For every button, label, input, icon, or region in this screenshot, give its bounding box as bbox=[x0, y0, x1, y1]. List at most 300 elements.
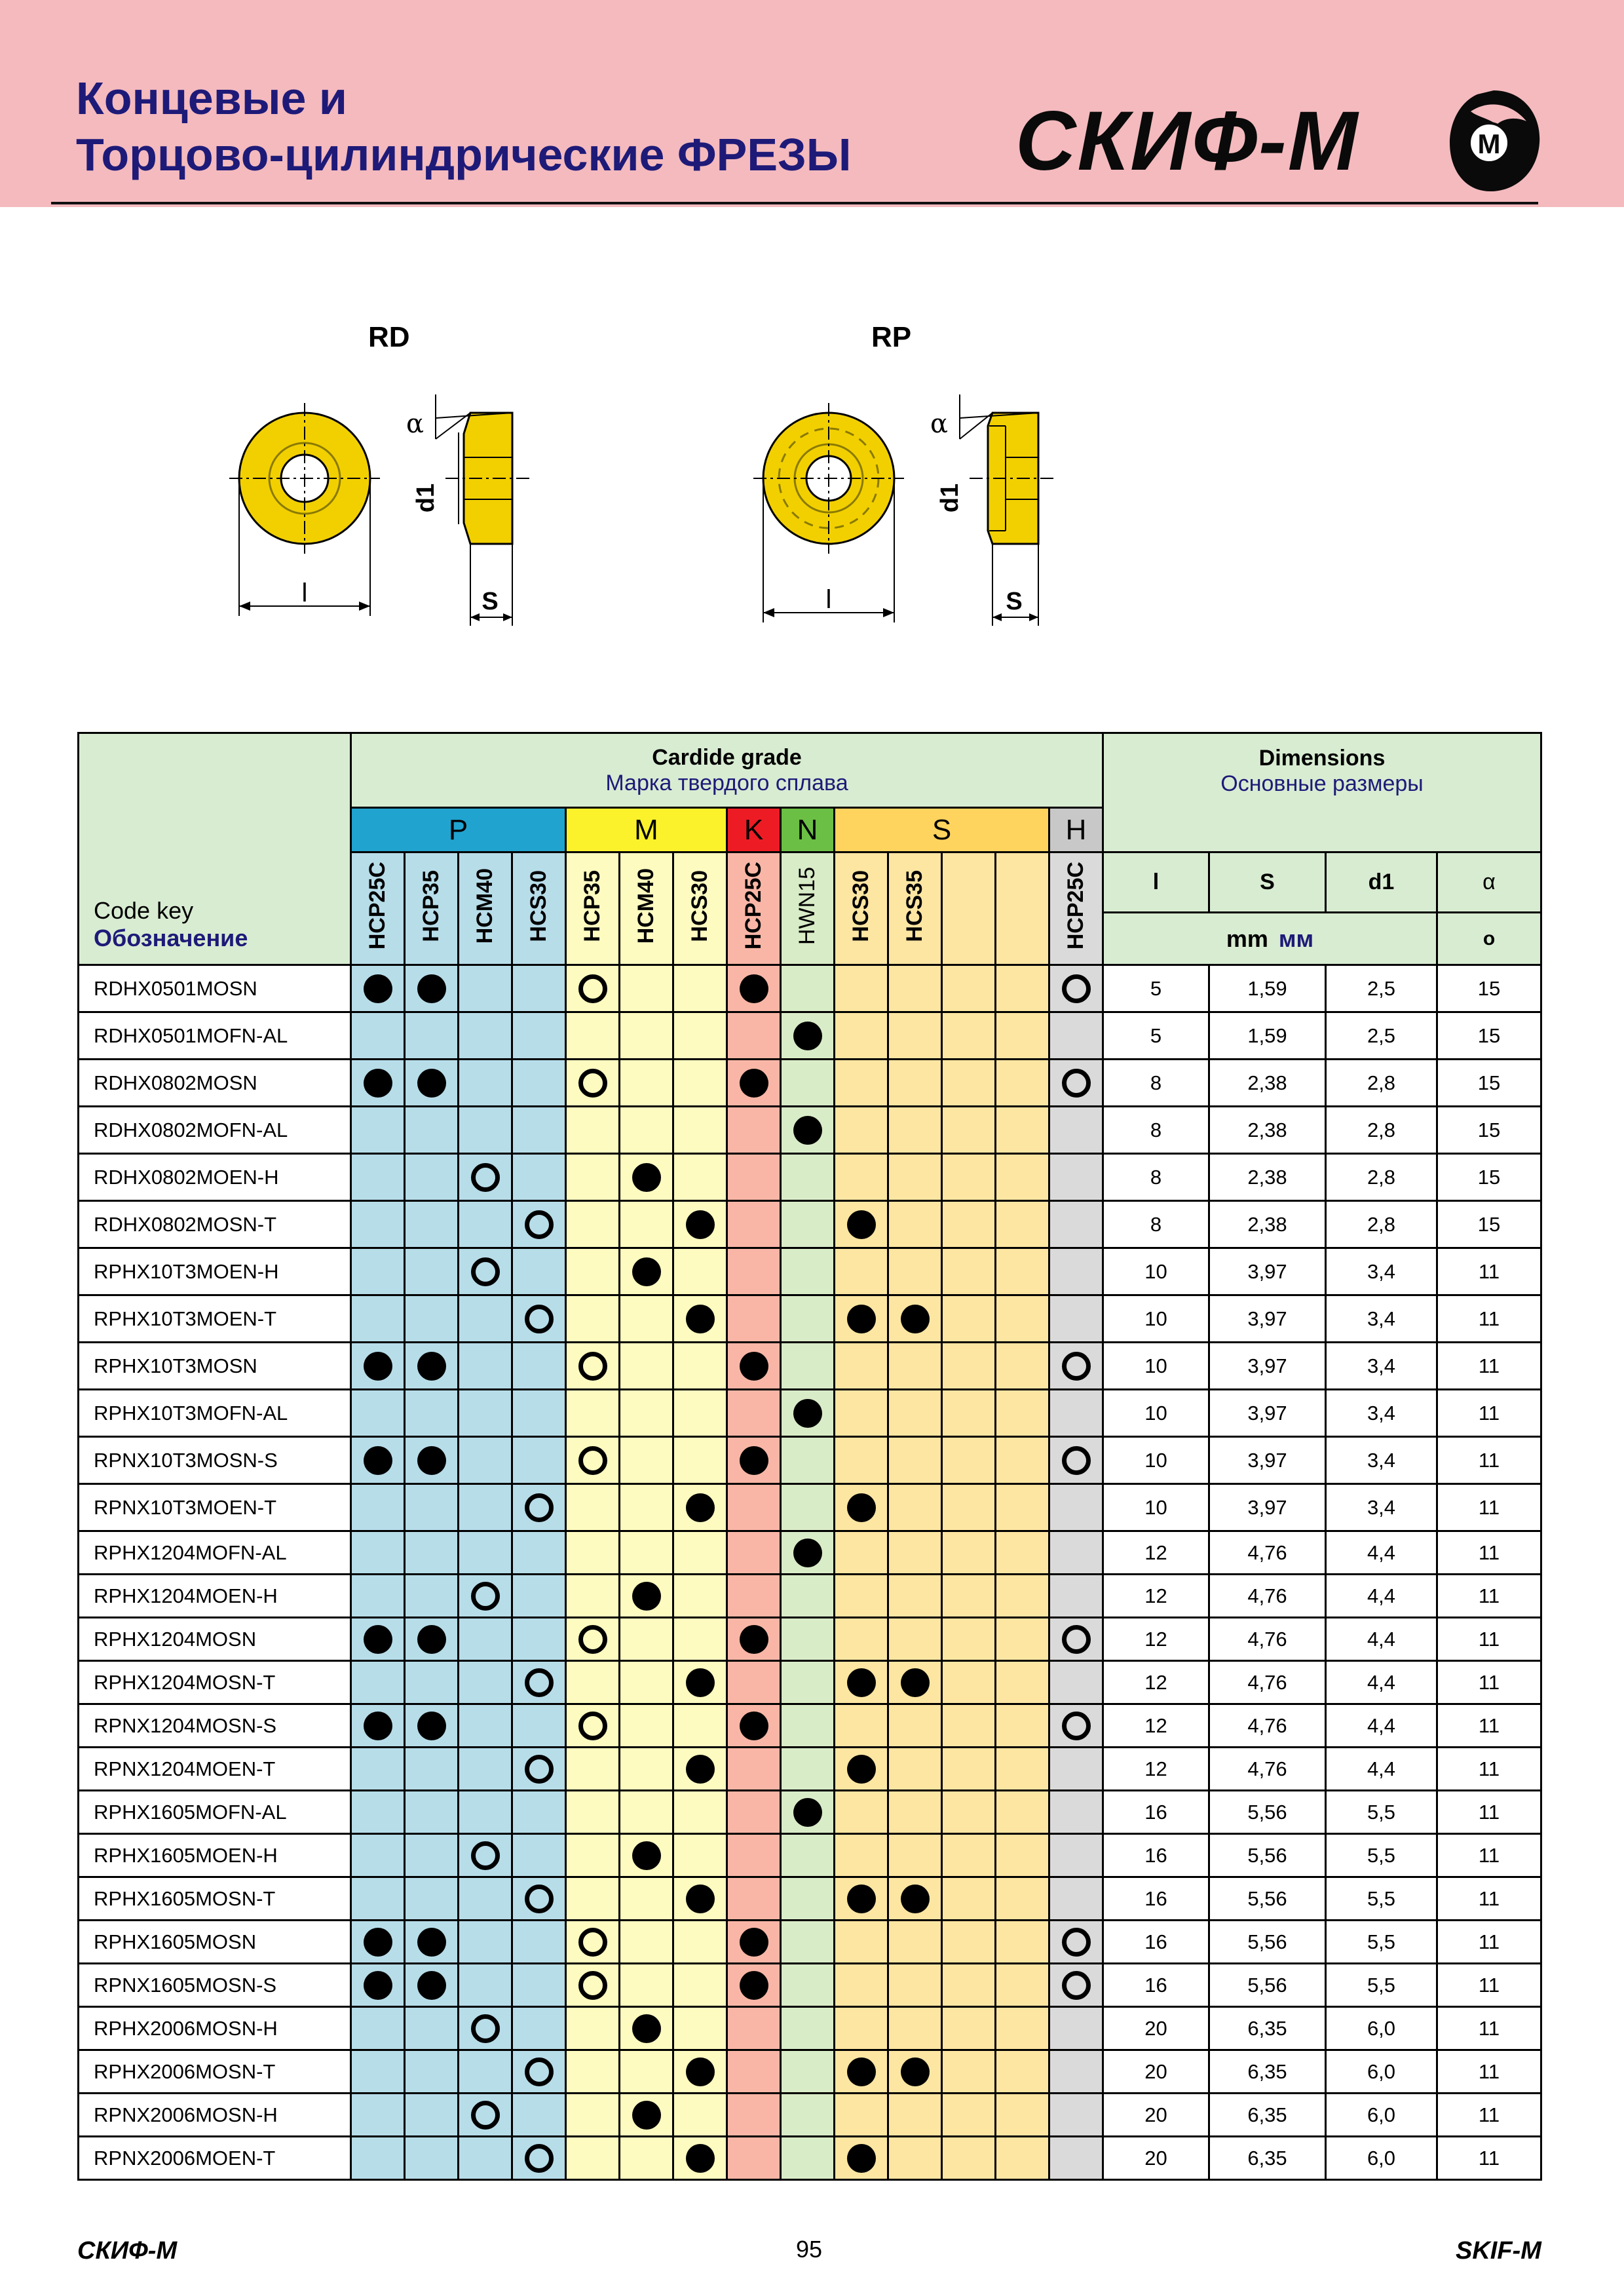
grade-cell bbox=[566, 1295, 620, 1343]
grade-cell bbox=[566, 1834, 620, 1877]
open-circle-icon bbox=[1062, 1446, 1091, 1475]
dim-l-label: l bbox=[301, 579, 308, 607]
grade-cell bbox=[351, 1248, 405, 1295]
grade-cell bbox=[512, 1201, 566, 1248]
open-circle-icon bbox=[1062, 1069, 1091, 1098]
grade-cell bbox=[512, 1834, 566, 1877]
grade-cell bbox=[942, 1791, 996, 1834]
grade-header-5 bbox=[620, 852, 673, 965]
dim-s-cell: 3,97 bbox=[1209, 1437, 1326, 1484]
grade-cell bbox=[996, 1575, 1049, 1618]
grade-cell bbox=[620, 1248, 673, 1295]
grade-cell bbox=[942, 1060, 996, 1107]
grade-cell bbox=[727, 2007, 781, 2050]
grade-cell bbox=[459, 1834, 512, 1877]
grade-cell bbox=[459, 2094, 512, 2137]
grade-cell bbox=[620, 1201, 673, 1248]
dim-a-cell: 11 bbox=[1437, 1704, 1541, 1748]
carbide-grade-header bbox=[351, 733, 1103, 808]
grade-cell bbox=[512, 1154, 566, 1201]
dim-l-cell: 5 bbox=[1103, 965, 1209, 1012]
dim-l-cell: 5 bbox=[1103, 1012, 1209, 1060]
grade-cell bbox=[620, 1060, 673, 1107]
grade-cell bbox=[727, 2094, 781, 2137]
grade-cell bbox=[888, 1618, 942, 1661]
grade-cell bbox=[512, 1704, 566, 1748]
grade-cell bbox=[727, 1921, 781, 1964]
filled-circle-icon bbox=[847, 2144, 876, 2173]
grade-cell bbox=[566, 1704, 620, 1748]
grade-cell bbox=[459, 1248, 512, 1295]
grade-cell bbox=[673, 1921, 727, 1964]
filled-circle-icon bbox=[417, 974, 446, 1003]
open-circle-icon bbox=[471, 1163, 500, 1192]
grade-cell bbox=[566, 1107, 620, 1154]
grade-cell bbox=[459, 1107, 512, 1154]
grade-cell bbox=[996, 1201, 1049, 1248]
grade-cell bbox=[835, 1248, 888, 1295]
grade-cell bbox=[942, 1390, 996, 1437]
grade-header-4 bbox=[566, 852, 620, 965]
dim-a-cell: 11 bbox=[1437, 1661, 1541, 1704]
grade-cell bbox=[835, 1618, 888, 1661]
filled-circle-icon bbox=[417, 1971, 446, 2000]
grade-cell bbox=[405, 1877, 459, 1921]
code-cell: RPNX1204MOEN-T bbox=[79, 1748, 351, 1791]
grade-cell bbox=[673, 1295, 727, 1343]
diagram-rp bbox=[747, 321, 1087, 636]
grade-cell bbox=[673, 1248, 727, 1295]
grade-cell bbox=[459, 1575, 512, 1618]
grade-label: HCS30 bbox=[526, 870, 551, 942]
grade-cell bbox=[673, 1343, 727, 1390]
grade-cell bbox=[942, 1248, 996, 1295]
grade-cell bbox=[405, 1012, 459, 1060]
dim-l-cell: 8 bbox=[1103, 1201, 1209, 1248]
grade-cell bbox=[405, 1343, 459, 1390]
material-group-k: K bbox=[727, 808, 781, 852]
grade-cell bbox=[888, 1012, 942, 1060]
grade-cell bbox=[781, 1012, 835, 1060]
grade-cell bbox=[673, 1390, 727, 1437]
grade-cell bbox=[835, 1575, 888, 1618]
grade-cell bbox=[835, 1704, 888, 1748]
grade-cell bbox=[566, 965, 620, 1012]
grade-cell bbox=[727, 1618, 781, 1661]
grade-cell bbox=[351, 1295, 405, 1343]
table-row bbox=[79, 1437, 1541, 1484]
grade-cell bbox=[942, 1575, 996, 1618]
grade-cell bbox=[996, 1704, 1049, 1748]
filled-circle-icon bbox=[847, 1668, 876, 1697]
grade-cell bbox=[727, 1390, 781, 1437]
grade-header-2 bbox=[459, 852, 512, 965]
dim-s-cell: 3,97 bbox=[1209, 1390, 1326, 1437]
dim-s-cell: 1,59 bbox=[1209, 1012, 1326, 1060]
dim-a-cell: 11 bbox=[1437, 1791, 1541, 1834]
open-circle-icon bbox=[471, 2101, 500, 2130]
filled-circle-icon bbox=[364, 1625, 392, 1654]
grade-cell bbox=[620, 2137, 673, 2180]
grade-label: HCS30 bbox=[687, 870, 712, 942]
dim-l-cell: 20 bbox=[1103, 2137, 1209, 2180]
filled-circle-icon bbox=[740, 1928, 768, 1957]
open-circle-icon bbox=[471, 1257, 500, 1286]
grade-cell bbox=[620, 2007, 673, 2050]
dim-s-header: S bbox=[1209, 852, 1326, 913]
grade-header-en: Cardide grade bbox=[652, 744, 802, 770]
filled-circle-icon bbox=[740, 1446, 768, 1475]
dim-l-header: l bbox=[1103, 852, 1209, 913]
grade-cell bbox=[673, 1661, 727, 1704]
table-row bbox=[79, 1704, 1541, 1748]
grade-cell bbox=[727, 1704, 781, 1748]
grade-cell bbox=[781, 1343, 835, 1390]
grade-cell bbox=[996, 2094, 1049, 2137]
logo-emblem-icon bbox=[1445, 85, 1543, 197]
code-cell: RDHX0501MOFN-AL bbox=[79, 1012, 351, 1060]
grade-cell bbox=[1049, 1791, 1103, 1834]
filled-circle-icon bbox=[740, 1625, 768, 1654]
grade-cell bbox=[942, 1295, 996, 1343]
grade-cell bbox=[888, 1390, 942, 1437]
grade-cell bbox=[996, 1661, 1049, 1704]
dim-d1-label: d1 bbox=[412, 483, 440, 513]
grade-cell bbox=[727, 1012, 781, 1060]
grade-cell bbox=[781, 2050, 835, 2094]
dim-a-cell: 11 bbox=[1437, 2094, 1541, 2137]
grade-cell bbox=[835, 2094, 888, 2137]
filled-circle-icon bbox=[793, 1539, 822, 1567]
dim-a-cell: 15 bbox=[1437, 1154, 1541, 1201]
open-circle-icon bbox=[471, 1582, 500, 1611]
grade-cell bbox=[1049, 1877, 1103, 1921]
grade-cell bbox=[673, 1201, 727, 1248]
filled-circle-icon bbox=[793, 1798, 822, 1827]
grade-cell bbox=[405, 1575, 459, 1618]
grade-cell bbox=[1049, 1921, 1103, 1964]
grade-cell bbox=[620, 1877, 673, 1921]
grade-cell bbox=[942, 1921, 996, 1964]
grade-cell bbox=[405, 1704, 459, 1748]
grade-cell bbox=[942, 1834, 996, 1877]
filled-circle-icon bbox=[632, 1163, 661, 1192]
grade-cell bbox=[781, 1437, 835, 1484]
grade-cell bbox=[459, 1390, 512, 1437]
open-circle-icon bbox=[525, 2057, 554, 2086]
material-group-p: P bbox=[351, 808, 566, 852]
filled-circle-icon bbox=[847, 1210, 876, 1239]
grade-cell bbox=[405, 1248, 459, 1295]
grade-cell bbox=[1049, 1012, 1103, 1060]
grade-cell bbox=[888, 1484, 942, 1531]
grade-cell bbox=[459, 2137, 512, 2180]
grade-cell bbox=[512, 1618, 566, 1661]
table-row bbox=[79, 1748, 1541, 1791]
grade-cell bbox=[888, 2137, 942, 2180]
dim-l-cell: 12 bbox=[1103, 1531, 1209, 1575]
grade-cell bbox=[405, 1437, 459, 1484]
dim-d1-cell: 3,4 bbox=[1326, 1248, 1437, 1295]
grade-cell bbox=[727, 2137, 781, 2180]
grade-cell bbox=[1049, 2050, 1103, 2094]
dim-s-cell: 5,56 bbox=[1209, 1877, 1326, 1921]
grade-cell bbox=[781, 1484, 835, 1531]
grade-cell bbox=[835, 1748, 888, 1791]
grade-cell bbox=[942, 1964, 996, 2007]
dim-a-cell: 11 bbox=[1437, 1921, 1541, 1964]
dim-d1-cell: 2,8 bbox=[1326, 1107, 1437, 1154]
grade-cell bbox=[351, 2050, 405, 2094]
grade-cell bbox=[996, 1154, 1049, 1201]
grade-cell bbox=[459, 1921, 512, 1964]
grade-cell bbox=[459, 1201, 512, 1248]
table-row bbox=[79, 1060, 1541, 1107]
grade-cell bbox=[835, 1484, 888, 1531]
grade-cell bbox=[727, 1154, 781, 1201]
grade-cell bbox=[566, 2007, 620, 2050]
dim-d1-cell: 4,4 bbox=[1326, 1704, 1437, 1748]
filled-circle-icon bbox=[740, 1712, 768, 1740]
table-row bbox=[79, 1661, 1541, 1704]
grade-cell bbox=[673, 1437, 727, 1484]
filled-circle-icon bbox=[686, 1755, 715, 1784]
unit-degree-header: o bbox=[1437, 913, 1541, 965]
company-logo bbox=[1015, 85, 1539, 203]
grade-cell bbox=[566, 1154, 620, 1201]
grade-cell bbox=[835, 1531, 888, 1575]
grade-cell bbox=[835, 1964, 888, 2007]
dim-d1-cell: 5,5 bbox=[1326, 1791, 1437, 1834]
dim-a-cell: 15 bbox=[1437, 965, 1541, 1012]
grade-cell bbox=[1049, 2007, 1103, 2050]
filled-circle-icon bbox=[847, 1755, 876, 1784]
grade-cell bbox=[405, 1154, 459, 1201]
filled-circle-icon bbox=[632, 2014, 661, 2043]
grade-cell bbox=[566, 2137, 620, 2180]
dim-a-cell: 11 bbox=[1437, 1484, 1541, 1531]
dim-d1-cell: 3,4 bbox=[1326, 1343, 1437, 1390]
open-circle-icon bbox=[578, 1625, 607, 1654]
grade-cell bbox=[942, 1343, 996, 1390]
filled-circle-icon bbox=[632, 1582, 661, 1611]
dim-a-cell: 11 bbox=[1437, 1964, 1541, 2007]
grade-header-11 bbox=[942, 852, 996, 965]
grade-cell bbox=[835, 1921, 888, 1964]
filled-circle-icon bbox=[793, 1116, 822, 1145]
code-cell: RPHX1204MOFN-AL bbox=[79, 1531, 351, 1575]
grade-cell bbox=[620, 1834, 673, 1877]
grade-cell bbox=[566, 1877, 620, 1921]
grade-cell bbox=[512, 1877, 566, 1921]
grade-cell bbox=[405, 1390, 459, 1437]
grade-cell bbox=[835, 1791, 888, 1834]
grade-cell bbox=[620, 1661, 673, 1704]
code-cell: RPHX10T3MOFN-AL bbox=[79, 1390, 351, 1437]
grade-cell bbox=[620, 2050, 673, 2094]
grade-cell bbox=[620, 1012, 673, 1060]
grade-cell bbox=[942, 1154, 996, 1201]
grade-header-0 bbox=[351, 852, 405, 965]
grade-header-6 bbox=[673, 852, 727, 965]
dim-d1-cell: 3,4 bbox=[1326, 1295, 1437, 1343]
dim-l-cell: 16 bbox=[1103, 1921, 1209, 1964]
grade-cell bbox=[781, 1748, 835, 1791]
table-row bbox=[79, 1201, 1541, 1248]
dim-alpha-label: α bbox=[930, 409, 949, 439]
dim-s-cell: 3,97 bbox=[1209, 1484, 1326, 1531]
dim-d1-header: d1 bbox=[1326, 852, 1437, 913]
dim-l-label: l bbox=[825, 585, 832, 614]
grade-cell bbox=[835, 1012, 888, 1060]
page-number: 95 bbox=[796, 2236, 823, 2263]
grade-cell bbox=[459, 1877, 512, 1921]
dim-d1-cell: 5,5 bbox=[1326, 1964, 1437, 2007]
grade-cell bbox=[673, 965, 727, 1012]
grade-cell bbox=[888, 2007, 942, 2050]
table-row bbox=[79, 965, 1541, 1012]
dim-l-cell: 10 bbox=[1103, 1437, 1209, 1484]
code-cell: RPHX1204MOEN-H bbox=[79, 1575, 351, 1618]
grade-cell bbox=[351, 1390, 405, 1437]
unit-mm-ru: мм bbox=[1278, 925, 1314, 952]
grade-cell bbox=[727, 1661, 781, 1704]
table-row bbox=[79, 2007, 1541, 2050]
grade-cell bbox=[1049, 1704, 1103, 1748]
dim-l-cell: 12 bbox=[1103, 1575, 1209, 1618]
open-circle-icon bbox=[525, 2144, 554, 2173]
grade-cell bbox=[942, 1201, 996, 1248]
grade-cell bbox=[942, 1877, 996, 1921]
grade-cell bbox=[942, 965, 996, 1012]
grade-cell bbox=[673, 1012, 727, 1060]
dim-s-cell: 3,97 bbox=[1209, 1343, 1326, 1390]
code-cell: RPHX2006MOSN-T bbox=[79, 2050, 351, 2094]
grade-cell bbox=[405, 1060, 459, 1107]
open-circle-icon bbox=[525, 1493, 554, 1522]
grade-cell bbox=[459, 1748, 512, 1791]
dim-d1-cell: 2,5 bbox=[1326, 965, 1437, 1012]
dim-a-cell: 11 bbox=[1437, 2137, 1541, 2180]
grade-cell bbox=[996, 2007, 1049, 2050]
grade-cell bbox=[835, 1437, 888, 1484]
table-row bbox=[79, 1791, 1541, 1834]
filled-circle-icon bbox=[740, 1069, 768, 1098]
dim-s-cell: 3,97 bbox=[1209, 1248, 1326, 1295]
grade-cell bbox=[996, 1484, 1049, 1531]
grade-cell bbox=[781, 1791, 835, 1834]
grade-cell bbox=[727, 2050, 781, 2094]
table-row bbox=[79, 1343, 1541, 1390]
grade-cell bbox=[996, 1437, 1049, 1484]
filled-circle-icon bbox=[686, 1885, 715, 1913]
filled-circle-icon bbox=[364, 974, 392, 1003]
dim-a-cell: 11 bbox=[1437, 1531, 1541, 1575]
grade-cell bbox=[1049, 1748, 1103, 1791]
grade-cell bbox=[351, 1618, 405, 1661]
dim-d1-cell: 4,4 bbox=[1326, 1661, 1437, 1704]
dim-d1-cell: 3,4 bbox=[1326, 1437, 1437, 1484]
open-circle-icon bbox=[525, 1885, 554, 1913]
grade-cell bbox=[405, 2050, 459, 2094]
grade-cell bbox=[942, 2007, 996, 2050]
table-row bbox=[79, 1012, 1541, 1060]
dim-d1-cell: 5,5 bbox=[1326, 1877, 1437, 1921]
grade-cell bbox=[727, 1484, 781, 1531]
filled-circle-icon bbox=[686, 1668, 715, 1697]
grade-cell bbox=[351, 1791, 405, 1834]
grade-cell bbox=[620, 965, 673, 1012]
dim-l-cell: 12 bbox=[1103, 1704, 1209, 1748]
grade-cell bbox=[512, 2007, 566, 2050]
table-row bbox=[79, 1877, 1541, 1921]
insert-rp-drawing bbox=[747, 367, 1087, 655]
dim-s-cell: 6,35 bbox=[1209, 2094, 1326, 2137]
table-row bbox=[79, 1390, 1541, 1437]
dim-a-cell: 11 bbox=[1437, 1437, 1541, 1484]
grade-cell bbox=[727, 1060, 781, 1107]
grade-cell bbox=[512, 1964, 566, 2007]
code-cell: RPHX10T3MOSN bbox=[79, 1343, 351, 1390]
grade-cell bbox=[1049, 2094, 1103, 2137]
grade-cell bbox=[620, 1107, 673, 1154]
grade-cell bbox=[405, 1295, 459, 1343]
code-cell: RDHX0501MOSN bbox=[79, 965, 351, 1012]
grade-cell bbox=[566, 1390, 620, 1437]
grade-cell bbox=[459, 1531, 512, 1575]
grade-cell bbox=[835, 1390, 888, 1437]
grade-cell bbox=[405, 1484, 459, 1531]
grade-cell bbox=[512, 965, 566, 1012]
grade-cell bbox=[835, 965, 888, 1012]
grade-cell bbox=[888, 1531, 942, 1575]
grade-header-8 bbox=[781, 852, 835, 965]
grade-cell bbox=[351, 1834, 405, 1877]
grade-label: HCP25C bbox=[1063, 862, 1088, 950]
dim-a-cell: 11 bbox=[1437, 2050, 1541, 2094]
grade-cell bbox=[566, 2094, 620, 2137]
dim-s-cell: 4,76 bbox=[1209, 1661, 1326, 1704]
grade-cell bbox=[459, 965, 512, 1012]
grade-cell bbox=[888, 1295, 942, 1343]
grade-cell bbox=[459, 1791, 512, 1834]
grade-header-3 bbox=[512, 852, 566, 965]
grade-cell bbox=[405, 965, 459, 1012]
filled-circle-icon bbox=[632, 1257, 661, 1286]
grade-cell bbox=[835, 1295, 888, 1343]
grade-cell bbox=[727, 1748, 781, 1791]
grade-label: HCM40 bbox=[633, 868, 658, 944]
filled-circle-icon bbox=[417, 1352, 446, 1381]
code-cell: RPHX1605MOFN-AL bbox=[79, 1791, 351, 1834]
grade-cell bbox=[351, 1154, 405, 1201]
diagram-rd bbox=[223, 321, 563, 636]
grade-cell bbox=[620, 1343, 673, 1390]
grade-cell bbox=[1049, 1437, 1103, 1484]
grade-cell bbox=[942, 1107, 996, 1154]
grade-cell bbox=[727, 1295, 781, 1343]
dimensions-header bbox=[1103, 733, 1541, 852]
code-cell: RPNX2006MOSN-H bbox=[79, 2094, 351, 2137]
open-circle-icon bbox=[471, 1841, 500, 1870]
grade-cell bbox=[727, 1531, 781, 1575]
open-circle-icon bbox=[1062, 1712, 1091, 1740]
grade-cell bbox=[673, 2094, 727, 2137]
dim-l-cell: 20 bbox=[1103, 2050, 1209, 2094]
code-key-header bbox=[79, 733, 351, 965]
grade-cell bbox=[405, 1791, 459, 1834]
grade-label: HCP35 bbox=[580, 870, 605, 942]
